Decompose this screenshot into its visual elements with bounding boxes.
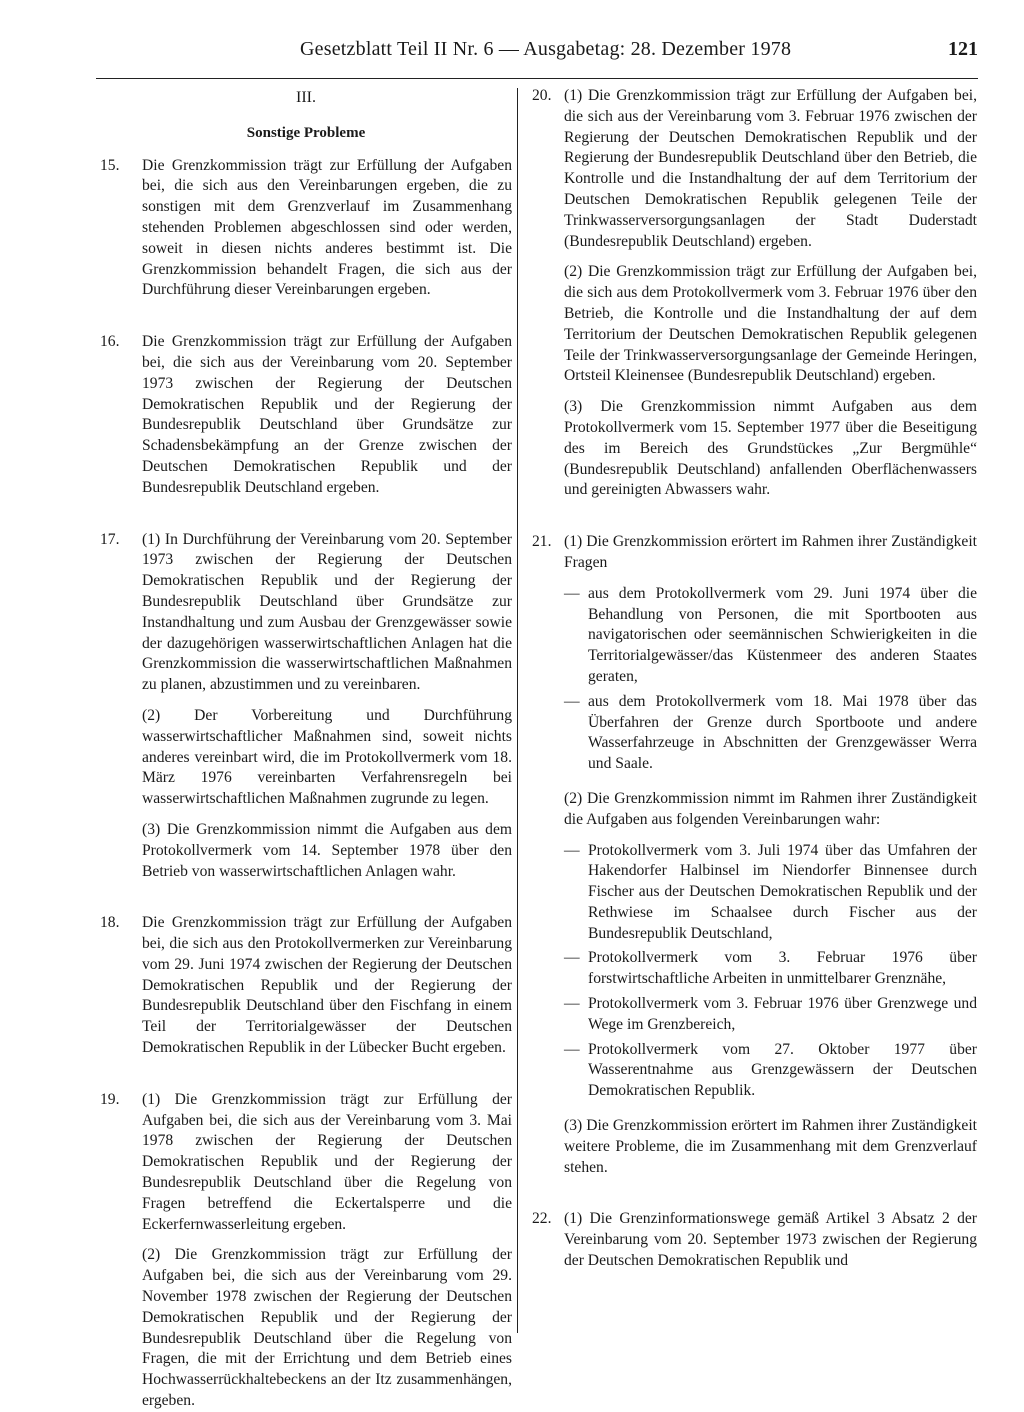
- list-item: [564, 994, 977, 1036]
- list-item-text: Protokollvermerk vom 27. Oktober 1977 über Wasserentnahme aus Grenzgewässern der Deutschen Demokratischen Republik.: [588, 1040, 977, 1100]
- paragraph-3: (3) Die Grenzkommission erörtert im Rahmen ihrer Zuständigkeit weitere Probleme, die im Zusammenhang mit dem Grenzverlauf stehen.: [564, 1117, 977, 1176]
- paragraph-1: (1) In Durchführung der Vereinbarung vom 20. September 1973 zwischen der Regierung der Deutschen Demokratischen Republik und der Regierung der Bundesrepublik Deutschland über Grundsätze zur Instandhaltung und zum Ausbau der Grenzgewässer sowie der dazugehörigen wasserwirtschaftlichen Anlagen hat die Grenzkommission die wasserwirtschaftlichen Maßnahmen zu planen, abzustimmen und zu vereinbaren.: [142, 530, 512, 694]
- item-19: [100, 1090, 512, 1412]
- paragraph-3: (3) Die Grenzkommission nimmt die Aufgaben aus dem Protokollvermerk vom 14. September 1978 über den Betrieb von wasserwirtschaftlichen Anlagen wahr.: [142, 820, 512, 880]
- item-18: [100, 913, 512, 1059]
- paragraph-3: (3) Die Grenzkommission nimmt Aufgaben aus dem Protokollvermerk vom 15. September 1977 über die Beseitigung des im Bereich des Grundstückes „Zur Bergmühle“ (Bundesrepublik Deutschland) anfallenden Oberflächenwassers und gereinigten Abwassers wahr.: [564, 398, 977, 499]
- dash-marker: —: [564, 995, 580, 1013]
- list-item: [564, 584, 977, 688]
- item-text: (1) Die Grenzinformationswege gemäß Artikel 3 Absatz 2 der Vereinbarung vom 20. September 1973 zwischen der Regierung der Deutschen Demokratischen Republik und: [564, 1210, 977, 1270]
- item-17: [100, 530, 512, 883]
- section-title: Sonstige Probleme: [246, 124, 366, 141]
- dash-marker: —: [564, 1040, 580, 1058]
- list-item: [564, 692, 977, 775]
- dash-list-1: [564, 584, 977, 775]
- page-header: [0, 38, 1024, 74]
- item-text: Die Grenzkommission trägt zur Erfüllung der Aufgaben bei, die sich aus den Vereinbarungen ergeben, die zu sonstigen mit dem Grenzverlauf im Zusammenhang stehenden Problemen abgeschlossen sind oder werden, soweit in diesen nichts anderes bestimmt ist. Die Grenzkommission behandelt Fragen, die sich aus der Durchführung dieser Vereinbarungen ergeben.: [142, 156, 512, 299]
- paragraph-1: (1) Die Grenzkommission trägt zur Erfüllung der Aufgaben bei, die sich aus der Vereinbarung vom 3. Mai 1978 zwischen der Regierung der Deutschen Demokratischen Republik und der Regierung der Bundesrepublik Deutschland über die Regelung von Fragen betreffend die Eckertalsperre und die Eckerfernwasserleitung ergeben.: [142, 1090, 512, 1233]
- left-column: [100, 86, 512, 1412]
- item-number: 17.: [100, 530, 120, 548]
- list-item-text: Protokollvermerk vom 3. Februar 1976 über Grenzwege und Wege im Grenzbereich,: [588, 995, 977, 1033]
- dash-list-2: [564, 841, 977, 1103]
- item-number: 15.: [100, 156, 120, 174]
- gazette-title: Gesetzblatt Teil II Nr. 6 — Ausgabetag: 28. Dezember 1978: [300, 38, 792, 60]
- item-number: 20.: [532, 87, 552, 104]
- right-column: [532, 86, 977, 1272]
- dash-marker: —: [564, 692, 580, 710]
- paragraph-2: (2) Die Grenzkommission nimmt im Rahmen ihrer Zuständigkeit die Aufgaben aus folgenden Vereinbarungen wahr:: [564, 789, 977, 828]
- list-item: [564, 1040, 977, 1102]
- header-rule: [96, 78, 978, 79]
- dash-marker: —: [564, 949, 580, 967]
- item-21: [532, 532, 977, 1178]
- section-number: III.: [296, 89, 316, 106]
- paragraph-2: (2) Die Grenzkommission trägt zur Erfüllung der Aufgaben bei, die sich aus dem Protokollvermerk vom 3. Februar 1976 über den Betrieb, die Kontrolle und die Instandhaltung der auf dem Territorium der Deutschen Demokratischen Republik gelegenen Teile der Trinkwasserversorgungsanlage der Gemeinde Heringen, Ortsteil Kleinensee (Bundesrepublik Deutschland) ergeben.: [564, 263, 977, 385]
- item-22: [532, 1209, 977, 1271]
- item-text: Die Grenzkommission trägt zur Erfüllung der Aufgaben bei, die sich aus der Vereinbarung vom 20. September 1973 zwischen der Regierung der Deutschen Demokratischen Republik und der Regierung der Bundesrepublik Deutschland über Grundsätze zur Schadensbekämpfung an der Grenze zwischen der Deutschen Demokratischen Republik und der Bundesrepublik Deutschland ergeben.: [142, 333, 512, 496]
- list-item-text: Protokollvermerk vom 3. Februar 1976 über forstwirtschaftliche Arbeiten in unmittelbarer Grenznähe,: [588, 949, 977, 988]
- list-item: [564, 948, 977, 990]
- paragraph-1: (1) Die Grenzkommission trägt zur Erfüllung der Aufgaben bei, die sich aus der Vereinbarung vom 3. Februar 1976 zwischen der Regierung der Deutschen Demokratischen Republik und der Regierung der Bundesrepublik Deutschland über den Betrieb, die Kontrolle und die Instandhaltung der auf dem Territorium der Deutschen Demokratischen Republik gelegenen Teile der Trinkwasserversorgungsanlagen der Stadt Duderstadt (Bundesrepublik Deutschland) ergeben.: [564, 87, 977, 250]
- item-text: Die Grenzkommission trägt zur Erfüllung der Aufgaben bei, die sich aus den Protokollvermerken zur Vereinbarung vom 29. Juni 1974 zwischen der Regierung der Deutschen Demokratischen Republik und der Regierung der Bundesrepublik Deutschland über den Fischfang in einem Teil der Territorialgewässer der Deutschen Demokratischen Republik in der Lübecker Bucht ergeben.: [142, 914, 512, 1057]
- paragraph-1: (1) Die Grenzkommission erörtert im Rahmen ihrer Zuständigkeit Fragen: [564, 533, 977, 571]
- item-number: 21.: [532, 533, 552, 551]
- paragraph-2: (2) Der Vorbereitung und Durchführung wasserwirtschaftlicher Maßnahmen sind, soweit nichts anderes vereinbart wird, die im Protokollvermerk vom 18. März 1976 vereinbarten Verfahrensregeln bei wasserwirtschaftlichen Maßnahmen zugrunde zu legen.: [142, 706, 512, 808]
- page-number: 121: [948, 38, 978, 60]
- item-16: [100, 332, 512, 498]
- item-number: 16.: [100, 333, 120, 351]
- column-divider: [517, 88, 518, 1333]
- list-item-text: Protokollvermerk vom 3. Juli 1974 über das Umfahren der Hakendorfer Halbinsel im Niendorfer Binnensee durch Fischer aus der Deutschen Demokratischen Republik und der Rethwiese im Schaalsee durch Fischer aus der Bundesrepublik Deutschland,: [588, 841, 977, 942]
- dash-marker: —: [564, 841, 580, 859]
- item-number: 18.: [100, 914, 120, 932]
- list-item-text: aus dem Protokollvermerk vom 29. Juni 1974 über die Behandlung von Personen, die mit Sportbooten aus navigatorischen oder seemännischen Schwierigkeiten in die Territorialgewässer/das Küstenmeer des anderen Staates geraten,: [588, 584, 977, 685]
- paragraph-2: (2) Die Grenzkommission trägt zur Erfüllung der Aufgaben bei, die sich aus der Vereinbarung vom 29. November 1978 zwischen der Regierung der Deutschen Demokratischen Republik und der Regierung der Bundesrepublik Deutschland über die Regelung von Fragen, die mit der Errichtung und dem Betrieb eines Hochwasserrückhaltebeckens an der Itz zusammenhängen, ergeben.: [142, 1246, 512, 1410]
- item-number: 19.: [100, 1090, 120, 1108]
- item-number: 22.: [532, 1210, 552, 1228]
- item-15: [100, 156, 512, 302]
- dash-marker: —: [564, 584, 580, 602]
- list-item-text: aus dem Protokollvermerk vom 18. Mai 1978 über das Überfahren der Grenze durch Sportboote und andere Wasserfahrzeuge in Abschnitten der Grenzgewässer Werra und Saale.: [588, 692, 977, 773]
- list-item: [564, 841, 977, 945]
- item-20: [532, 86, 977, 501]
